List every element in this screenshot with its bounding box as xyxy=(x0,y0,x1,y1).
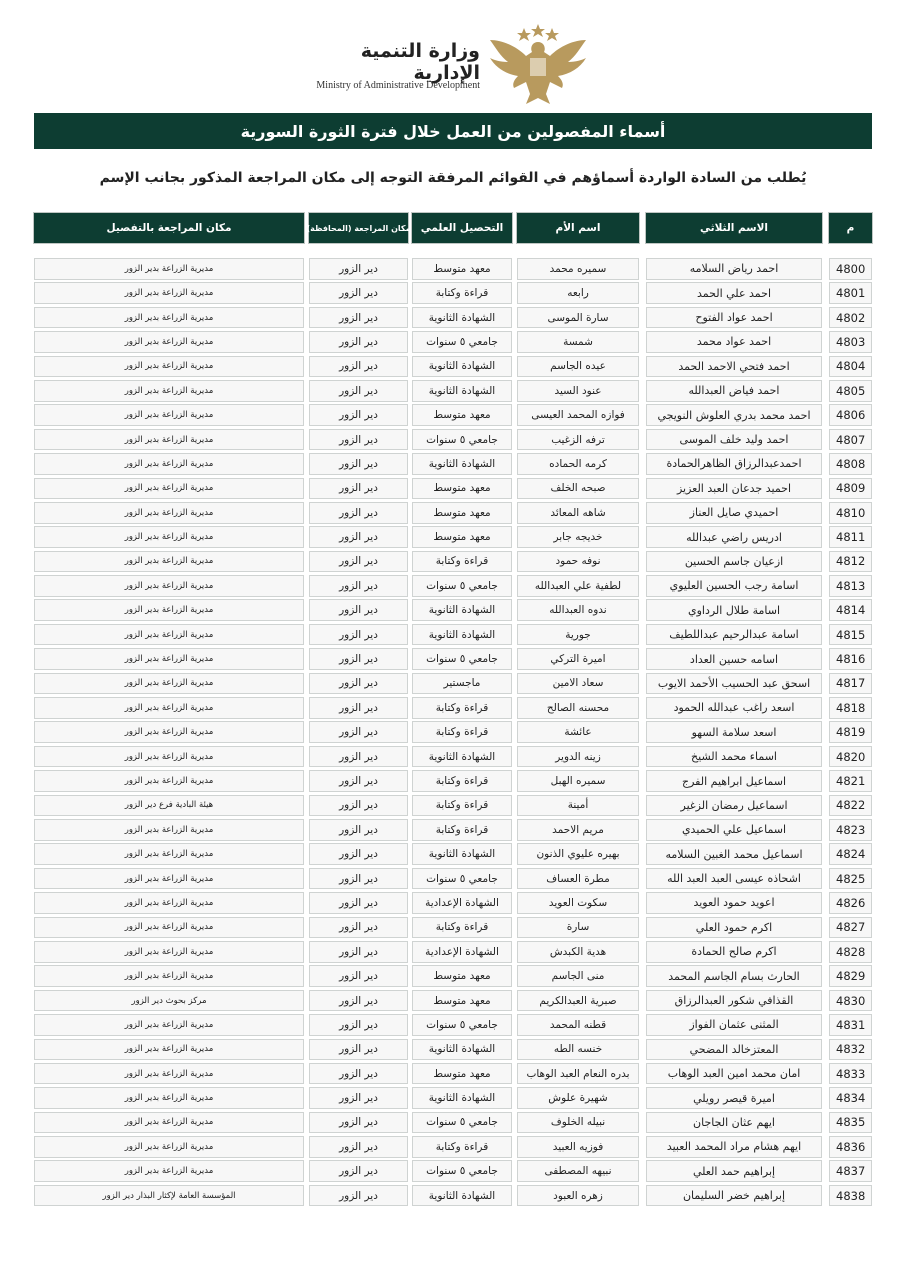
row-governorate: دير الزور xyxy=(309,965,408,987)
row-number: 4810 xyxy=(829,502,872,524)
row-education: قراءة وكتابة xyxy=(412,697,512,719)
column-header-num: م xyxy=(829,213,872,243)
row-number: 4818 xyxy=(829,697,872,719)
row-governorate: دير الزور xyxy=(309,941,408,963)
row-number: 4822 xyxy=(829,795,872,817)
row-governorate: دير الزور xyxy=(309,795,408,817)
row-full-name: احمد محمد بدري العلوش النويجي xyxy=(646,404,822,426)
row-full-name: احمد فياض العبدالله xyxy=(646,380,822,402)
row-number: 4825 xyxy=(829,868,872,890)
row-full-name: احميد جدعان العبد العزيز xyxy=(646,478,822,500)
row-number: 4826 xyxy=(829,892,872,914)
row-mother-name: ترفه الزغيب xyxy=(517,429,639,451)
row-education: قراءة وكتابة xyxy=(412,721,512,743)
table-row xyxy=(0,964,905,988)
row-review-location: مديرية الزراعة بدير الزور xyxy=(34,1063,304,1085)
row-review-location: مديرية الزراعة بدير الزور xyxy=(34,453,304,475)
row-education: جامعي ٥ سنوات xyxy=(412,429,512,451)
table-row xyxy=(0,794,905,818)
row-education: معهد متوسط xyxy=(412,258,512,280)
row-full-name: ايهم هشام مراد المحمد العبيد xyxy=(646,1136,822,1158)
row-number: 4830 xyxy=(829,990,872,1012)
row-mother-name: لطفية علي العبدالله xyxy=(517,575,639,597)
row-number: 4803 xyxy=(829,331,872,353)
table-row xyxy=(0,1062,905,1086)
row-governorate: دير الزور xyxy=(309,917,408,939)
row-number: 4832 xyxy=(829,1039,872,1061)
row-full-name: ادريس راضي عبدالله xyxy=(646,526,822,548)
row-mother-name: اميرة التركي xyxy=(517,648,639,670)
table-row xyxy=(0,598,905,622)
row-review-location: مديرية الزراعة بدير الزور xyxy=(34,551,304,573)
row-mother-name: شاهه المعائد xyxy=(517,502,639,524)
row-number: 4824 xyxy=(829,843,872,865)
table-row xyxy=(0,623,905,647)
column-header-name: الاسم الثلاثي xyxy=(646,213,822,243)
row-review-location: مديرية الزراعة بدير الزور xyxy=(34,1136,304,1158)
row-governorate: دير الزور xyxy=(309,697,408,719)
row-review-location: مركز بحوث دير الزور xyxy=(34,990,304,1012)
row-governorate: دير الزور xyxy=(309,770,408,792)
ministry-name-english: Ministry of Administrative Development xyxy=(316,80,480,91)
row-number: 4817 xyxy=(829,673,872,695)
table-row xyxy=(0,355,905,379)
column-header-mother: اسم الأم xyxy=(517,213,639,243)
row-review-location: مديرية الزراعة بدير الزور xyxy=(34,843,304,865)
row-number: 4838 xyxy=(829,1185,872,1207)
row-governorate: دير الزور xyxy=(309,746,408,768)
row-governorate: دير الزور xyxy=(309,990,408,1012)
table-row xyxy=(0,1111,905,1135)
row-mother-name: زهره العبود xyxy=(517,1185,639,1207)
row-education: الشهادة الثانوية xyxy=(412,843,512,865)
row-full-name: ازعيان جاسم الحسين xyxy=(646,551,822,573)
row-full-name: اسماعيل محمد الغبين السلامه xyxy=(646,843,822,865)
table-row xyxy=(0,647,905,671)
row-education: الشهادة الثانوية xyxy=(412,380,512,402)
ministry-name-arabic: وزارة التنمية الإدارية xyxy=(360,40,480,84)
row-review-location: مديرية الزراعة بدير الزور xyxy=(34,746,304,768)
row-full-name: اسامه حسين العداد xyxy=(646,648,822,670)
row-mother-name: جورية xyxy=(517,624,639,646)
row-full-name: احمد فتحي الاحمد الحمد xyxy=(646,356,822,378)
row-number: 4813 xyxy=(829,575,872,597)
row-full-name: احمدعبدالرزاق الظاهرالحمادة xyxy=(646,453,822,475)
row-mother-name: شهيرة علوش xyxy=(517,1087,639,1109)
row-mother-name: محسنه الصالح xyxy=(517,697,639,719)
table-row xyxy=(0,989,905,1013)
row-governorate: دير الزور xyxy=(309,282,408,304)
row-number: 4811 xyxy=(829,526,872,548)
row-full-name: امان محمد امين العبد الوهاب xyxy=(646,1063,822,1085)
row-governorate: دير الزور xyxy=(309,307,408,329)
row-number: 4821 xyxy=(829,770,872,792)
row-education: الشهادة الثانوية xyxy=(412,356,512,378)
row-full-name: اسماعيل رمضان الزغير xyxy=(646,795,822,817)
row-mother-name: قطنه المحمد xyxy=(517,1014,639,1036)
table-row xyxy=(0,720,905,744)
row-governorate: دير الزور xyxy=(309,258,408,280)
row-full-name: احمد عواد محمد xyxy=(646,331,822,353)
row-review-location: مديرية الزراعة بدير الزور xyxy=(34,1014,304,1036)
row-review-location: مديرية الزراعة بدير الزور xyxy=(34,599,304,621)
row-mother-name: خديجه جابر xyxy=(517,526,639,548)
row-governorate: دير الزور xyxy=(309,1160,408,1182)
row-review-location: مديرية الزراعة بدير الزور xyxy=(34,404,304,426)
row-full-name: اكرم حمود العلي xyxy=(646,917,822,939)
row-review-location: مديرية الزراعة بدير الزور xyxy=(34,648,304,670)
row-mother-name: سعاد الامين xyxy=(517,673,639,695)
row-education: جامعي ٥ سنوات xyxy=(412,331,512,353)
row-full-name: احمد عواد الفتوح xyxy=(646,307,822,329)
row-review-location: مديرية الزراعة بدير الزور xyxy=(34,429,304,451)
row-mother-name: عنود السيد xyxy=(517,380,639,402)
row-education: قراءة وكتابة xyxy=(412,1136,512,1158)
row-mother-name: سارة xyxy=(517,917,639,939)
row-full-name: احميدي صايل العناز xyxy=(646,502,822,524)
row-education: الشهادة الإعدادية xyxy=(412,941,512,963)
row-mother-name: منى الجاسم xyxy=(517,965,639,987)
row-review-location: مديرية الزراعة بدير الزور xyxy=(34,1160,304,1182)
page-title: أسماء المفصولين من العمل خلال فترة الثورة السورية xyxy=(34,113,872,149)
table-row xyxy=(0,1159,905,1183)
column-header-detail: مكان المراجعة بالتفصيل xyxy=(34,213,304,243)
row-full-name: اشحاذه عيسى العبد العبد الله xyxy=(646,868,822,890)
table-row xyxy=(0,379,905,403)
row-governorate: دير الزور xyxy=(309,1063,408,1085)
row-education: الشهادة الثانوية xyxy=(412,746,512,768)
row-mother-name: أمينة xyxy=(517,795,639,817)
table-row xyxy=(0,1184,905,1208)
row-governorate: دير الزور xyxy=(309,551,408,573)
row-full-name: المعتزخالد المضحي xyxy=(646,1039,822,1061)
row-mother-name: رابعه xyxy=(517,282,639,304)
row-education: جامعي ٥ سنوات xyxy=(412,575,512,597)
row-education: جامعي ٥ سنوات xyxy=(412,1014,512,1036)
table-row xyxy=(0,525,905,549)
row-education: الشهادة الثانوية xyxy=(412,1185,512,1207)
row-governorate: دير الزور xyxy=(309,673,408,695)
row-review-location: مديرية الزراعة بدير الزور xyxy=(34,356,304,378)
table-row xyxy=(0,330,905,354)
row-review-location: مديرية الزراعة بدير الزور xyxy=(34,1112,304,1134)
row-mother-name: خنسه الطه xyxy=(517,1039,639,1061)
row-number: 4808 xyxy=(829,453,872,475)
row-education: قراءة وكتابة xyxy=(412,819,512,841)
row-full-name: ايهم عثان الجاجان xyxy=(646,1112,822,1134)
table-row xyxy=(0,891,905,915)
row-full-name: المثنى عثمان الفواز xyxy=(646,1014,822,1036)
row-education: معهد متوسط xyxy=(412,1063,512,1085)
row-education: قراءة وكتابة xyxy=(412,795,512,817)
table-row xyxy=(0,574,905,598)
row-review-location: مديرية الزراعة بدير الزور xyxy=(34,526,304,548)
table-row xyxy=(0,696,905,720)
row-governorate: دير الزور xyxy=(309,843,408,865)
column-header-governorate: مكان المراجعة (المحافظة) xyxy=(309,213,408,243)
row-mother-name: مريم الاحمد xyxy=(517,819,639,841)
row-mother-name: سميره محمد xyxy=(517,258,639,280)
row-review-location: مديرية الزراعة بدير الزور xyxy=(34,868,304,890)
row-governorate: دير الزور xyxy=(309,429,408,451)
table-body xyxy=(0,257,905,1208)
row-mother-name: شمسة xyxy=(517,331,639,353)
row-education: الشهادة الثانوية xyxy=(412,453,512,475)
row-number: 4804 xyxy=(829,356,872,378)
row-education: جامعي ٥ سنوات xyxy=(412,648,512,670)
row-review-location: مديرية الزراعة بدير الزور xyxy=(34,478,304,500)
table-row xyxy=(0,306,905,330)
row-mother-name: نبيله الخلوف xyxy=(517,1112,639,1134)
column-header-education: التحصيل العلمي xyxy=(412,213,512,243)
row-full-name: احمد رياض السلامه xyxy=(646,258,822,280)
row-full-name: اسماء محمد الشيخ xyxy=(646,746,822,768)
row-number: 4816 xyxy=(829,648,872,670)
row-review-location: مديرية الزراعة بدير الزور xyxy=(34,258,304,280)
table-row xyxy=(0,1013,905,1037)
row-number: 4820 xyxy=(829,746,872,768)
table-row xyxy=(0,403,905,427)
row-number: 4815 xyxy=(829,624,872,646)
row-education: الشهادة الثانوية xyxy=(412,624,512,646)
row-mother-name: ندوه العبدالله xyxy=(517,599,639,621)
row-mother-name: سارة الموسى xyxy=(517,307,639,329)
row-review-location: مديرية الزراعة بدير الزور xyxy=(34,941,304,963)
row-governorate: دير الزور xyxy=(309,380,408,402)
table-row xyxy=(0,477,905,501)
row-mother-name: بدره النعام العبد الوهاب xyxy=(517,1063,639,1085)
row-governorate: دير الزور xyxy=(309,1039,408,1061)
row-governorate: دير الزور xyxy=(309,1087,408,1109)
table-row xyxy=(0,867,905,891)
table-row xyxy=(0,501,905,525)
table-row xyxy=(0,1135,905,1159)
row-full-name: احمد علي الحمد xyxy=(646,282,822,304)
row-mother-name: سميره الهبل xyxy=(517,770,639,792)
row-mother-name: عائشة xyxy=(517,721,639,743)
row-full-name: اسامة طلال الرداوي xyxy=(646,599,822,621)
table-row xyxy=(0,916,905,940)
table-row xyxy=(0,1038,905,1062)
row-review-location: المؤسسة العامة لإكثار البذار دير الزور xyxy=(34,1185,304,1207)
row-number: 4819 xyxy=(829,721,872,743)
row-governorate: دير الزور xyxy=(309,331,408,353)
ministry-logo xyxy=(310,22,600,112)
row-education: معهد متوسط xyxy=(412,404,512,426)
row-number: 4829 xyxy=(829,965,872,987)
row-review-location: مديرية الزراعة بدير الزور xyxy=(34,965,304,987)
row-number: 4805 xyxy=(829,380,872,402)
table-row xyxy=(0,281,905,305)
row-mother-name: كرمه الحماده xyxy=(517,453,639,475)
row-mother-name: صبرية العبدالكريم xyxy=(517,990,639,1012)
row-education: معهد متوسط xyxy=(412,478,512,500)
table-row xyxy=(0,818,905,842)
row-education: الشهادة الثانوية xyxy=(412,599,512,621)
row-review-location: مديرية الزراعة بدير الزور xyxy=(34,892,304,914)
table-row xyxy=(0,428,905,452)
row-education: معهد متوسط xyxy=(412,502,512,524)
row-number: 4827 xyxy=(829,917,872,939)
row-education: الشهادة الثانوية xyxy=(412,307,512,329)
row-review-location: مديرية الزراعة بدير الزور xyxy=(34,697,304,719)
row-number: 4831 xyxy=(829,1014,872,1036)
row-full-name: اسعد سلامة السهو xyxy=(646,721,822,743)
row-mother-name: عيده الجاسم xyxy=(517,356,639,378)
row-education: الشهادة الثانوية xyxy=(412,1087,512,1109)
row-governorate: دير الزور xyxy=(309,1136,408,1158)
row-review-location: مديرية الزراعة بدير الزور xyxy=(34,307,304,329)
row-education: معهد متوسط xyxy=(412,990,512,1012)
row-governorate: دير الزور xyxy=(309,819,408,841)
row-governorate: دير الزور xyxy=(309,1014,408,1036)
row-mother-name: نبيهه المصطفى xyxy=(517,1160,639,1182)
row-review-location: مديرية الزراعة بدير الزور xyxy=(34,575,304,597)
row-education: جامعي ٥ سنوات xyxy=(412,1112,512,1134)
row-governorate: دير الزور xyxy=(309,356,408,378)
row-review-location: مديرية الزراعة بدير الزور xyxy=(34,1087,304,1109)
row-review-location: مديرية الزراعة بدير الزور xyxy=(34,1039,304,1061)
row-number: 4834 xyxy=(829,1087,872,1109)
row-number: 4833 xyxy=(829,1063,872,1085)
table-row xyxy=(0,769,905,793)
row-review-location: مديرية الزراعة بدير الزور xyxy=(34,624,304,646)
row-review-location: مديرية الزراعة بدير الزور xyxy=(34,819,304,841)
row-governorate: دير الزور xyxy=(309,624,408,646)
row-full-name: اميرة قيصر رويلي xyxy=(646,1087,822,1109)
row-full-name: اكرم صالح الحمادة xyxy=(646,941,822,963)
row-number: 4835 xyxy=(829,1112,872,1134)
row-governorate: دير الزور xyxy=(309,599,408,621)
row-mother-name: سكوت العويد xyxy=(517,892,639,914)
eagle-emblem-icon xyxy=(486,22,590,108)
row-governorate: دير الزور xyxy=(309,892,408,914)
row-full-name: اسماعيل علي الحميدي xyxy=(646,819,822,841)
row-mother-name: هدية الكبدش xyxy=(517,941,639,963)
row-number: 4809 xyxy=(829,478,872,500)
row-full-name: الحارث بسام الجاسم المحمد xyxy=(646,965,822,987)
row-number: 4812 xyxy=(829,551,872,573)
row-full-name: اسامة رجب الحسين العليوي xyxy=(646,575,822,597)
row-full-name: اعويد حمود العويد xyxy=(646,892,822,914)
row-review-location: مديرية الزراعة بدير الزور xyxy=(34,502,304,524)
row-mother-name: صبحه الخلف xyxy=(517,478,639,500)
row-governorate: دير الزور xyxy=(309,478,408,500)
row-review-location: مديرية الزراعة بدير الزور xyxy=(34,380,304,402)
row-education: قراءة وكتابة xyxy=(412,551,512,573)
row-number: 4837 xyxy=(829,1160,872,1182)
row-governorate: دير الزور xyxy=(309,453,408,475)
row-governorate: دير الزور xyxy=(309,502,408,524)
row-number: 4807 xyxy=(829,429,872,451)
page-subtitle: يُطلب من السادة الواردة أسماؤهم في القوائم المرفقة التوجه إلى مكان المراجعة المذكور بجانب الإسم xyxy=(99,170,807,186)
row-number: 4814 xyxy=(829,599,872,621)
row-mother-name: بهيره عليوي الذنون xyxy=(517,843,639,865)
row-full-name: اسماعيل ابراهيم الفرج xyxy=(646,770,822,792)
table-row xyxy=(0,1086,905,1110)
row-mother-name: زينه الدوير xyxy=(517,746,639,768)
row-full-name: القذافي شكور العبدالرزاق xyxy=(646,990,822,1012)
row-governorate: دير الزور xyxy=(309,526,408,548)
table-row xyxy=(0,452,905,476)
row-full-name: احمد وليد خلف الموسى xyxy=(646,429,822,451)
row-number: 4828 xyxy=(829,941,872,963)
row-mother-name: مطرة العساف xyxy=(517,868,639,890)
row-education: قراءة وكتابة xyxy=(412,282,512,304)
row-full-name: إبراهيم خضر السليمان xyxy=(646,1185,822,1207)
row-mother-name: فوازه المحمد العيسى xyxy=(517,404,639,426)
row-governorate: دير الزور xyxy=(309,648,408,670)
row-review-location: مديرية الزراعة بدير الزور xyxy=(34,721,304,743)
row-full-name: اسامة عبدالرحيم عبداللطيف xyxy=(646,624,822,646)
row-education: جامعي ٥ سنوات xyxy=(412,868,512,890)
row-mother-name: فوزيه العبيد xyxy=(517,1136,639,1158)
table-row xyxy=(0,257,905,281)
table-row xyxy=(0,550,905,574)
row-education: معهد متوسط xyxy=(412,965,512,987)
row-number: 4801 xyxy=(829,282,872,304)
row-review-location: هيئة البادية فرع دير الزور xyxy=(34,795,304,817)
row-number: 4823 xyxy=(829,819,872,841)
row-education: معهد متوسط xyxy=(412,526,512,548)
row-full-name: اسعد راغب عبدالله الحمود xyxy=(646,697,822,719)
row-review-location: مديرية الزراعة بدير الزور xyxy=(34,331,304,353)
row-education: الشهادة الإعدادية xyxy=(412,892,512,914)
row-mother-name: نوفه حمود xyxy=(517,551,639,573)
row-review-location: مديرية الزراعة بدير الزور xyxy=(34,673,304,695)
row-number: 4836 xyxy=(829,1136,872,1158)
row-education: الشهادة الثانوية xyxy=(412,1039,512,1061)
table-row xyxy=(0,940,905,964)
row-governorate: دير الزور xyxy=(309,1185,408,1207)
row-review-location: مديرية الزراعة بدير الزور xyxy=(34,770,304,792)
row-full-name: إبراهيم حمد العلي xyxy=(646,1160,822,1182)
row-governorate: دير الزور xyxy=(309,1112,408,1134)
row-governorate: دير الزور xyxy=(309,721,408,743)
row-review-location: مديرية الزراعة بدير الزور xyxy=(34,282,304,304)
row-education: قراءة وكتابة xyxy=(412,917,512,939)
table-row xyxy=(0,745,905,769)
row-education: جامعي ٥ سنوات xyxy=(412,1160,512,1182)
row-governorate: دير الزور xyxy=(309,404,408,426)
row-education: ماجستير xyxy=(412,673,512,695)
row-number: 4806 xyxy=(829,404,872,426)
row-full-name: اسحق عبد الحسيب الأحمد الايوب xyxy=(646,673,822,695)
row-governorate: دير الزور xyxy=(309,868,408,890)
row-review-location: مديرية الزراعة بدير الزور xyxy=(34,917,304,939)
table-row xyxy=(0,672,905,696)
row-governorate: دير الزور xyxy=(309,575,408,597)
row-number: 4800 xyxy=(829,258,872,280)
row-number: 4802 xyxy=(829,307,872,329)
table-row xyxy=(0,842,905,866)
row-education: قراءة وكتابة xyxy=(412,770,512,792)
